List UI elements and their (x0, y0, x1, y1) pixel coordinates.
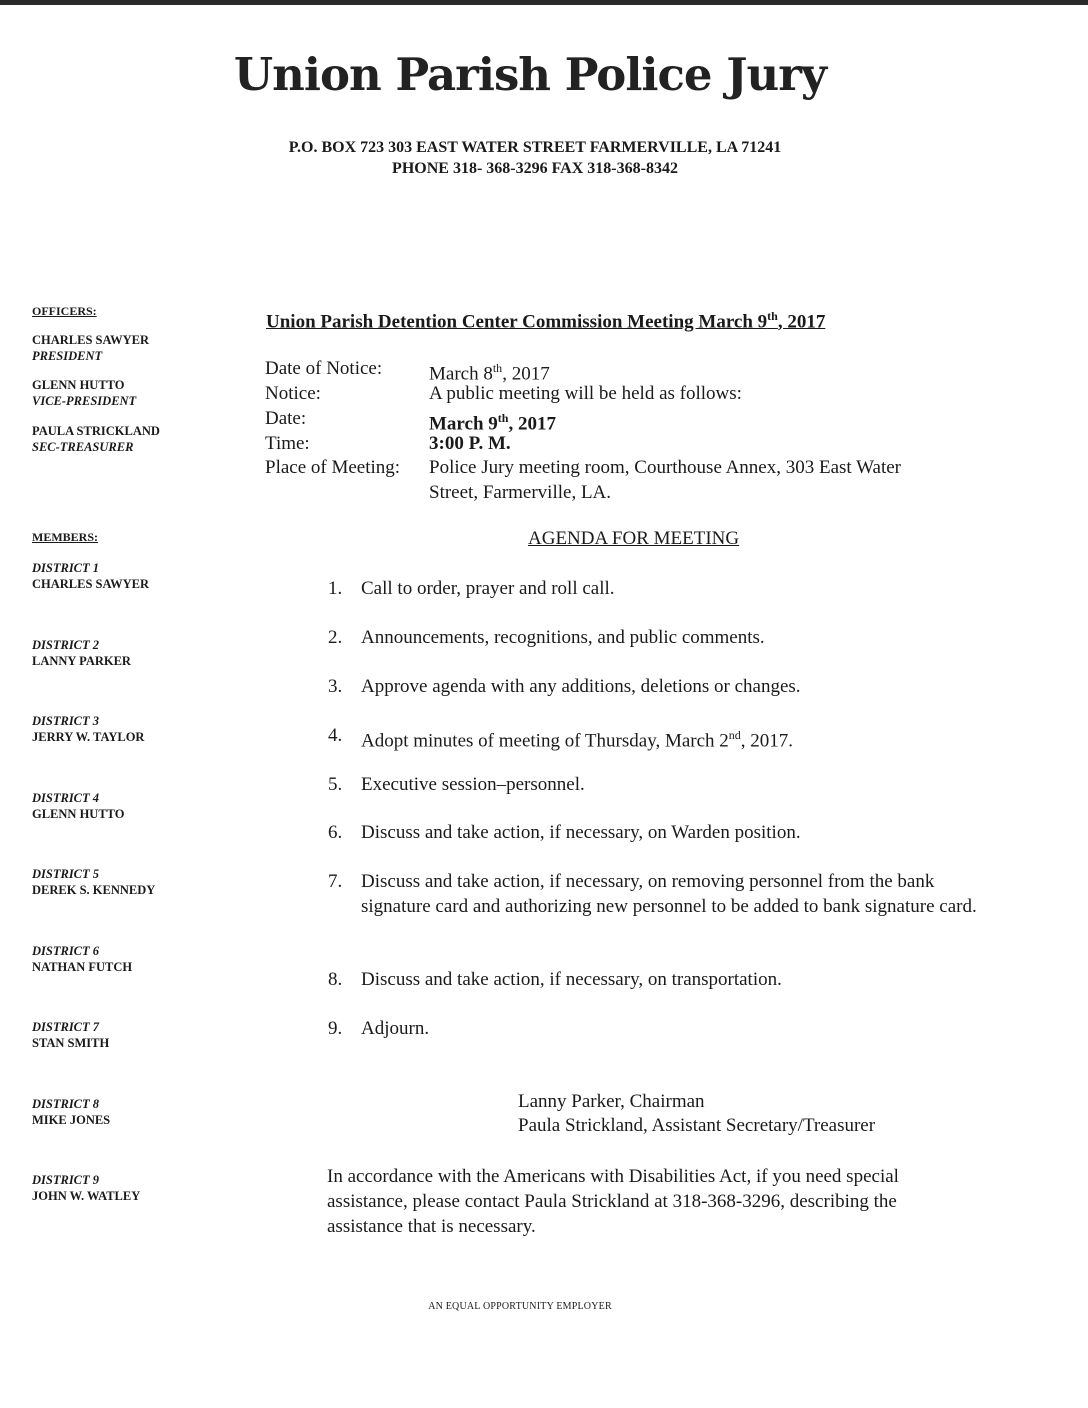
member-district: DISTRICT 3 (32, 714, 100, 728)
agenda-item-text-year: , 2017. (740, 730, 794, 752)
meeting-heading-year: , 2017 (777, 311, 826, 333)
agenda-item-number: 8. (328, 969, 343, 990)
member-entry (32, 1172, 140, 1204)
officer-role: VICE-PRESIDENT (32, 394, 137, 408)
agenda-item-number: 9. (328, 1018, 343, 1039)
place-value-line2: Street, Farmerville, LA. (429, 482, 612, 503)
member-name: CHARLES SAWYER (32, 577, 150, 591)
member-district: DISTRICT 1 (32, 561, 100, 575)
agenda-item-text (361, 723, 981, 753)
member-district: DISTRICT 2 (32, 638, 100, 652)
member-entry (32, 943, 132, 975)
member-district: DISTRICT 4 (32, 791, 100, 805)
member-district: DISTRICT 7 (32, 1020, 100, 1034)
agenda-item-number: 3. (328, 676, 343, 697)
agenda-title: AGENDA FOR MEETING (528, 528, 740, 549)
officer-entry (32, 423, 160, 455)
date-label: Date: (265, 408, 307, 429)
member-entry (32, 1019, 109, 1051)
officer-role: SEC-TREASURER (32, 440, 134, 454)
agenda-item-text: Executive session–personnel. (361, 774, 585, 795)
member-entry (32, 713, 144, 745)
agenda-item-text: Discuss and take action, if necessary, on removing personnel from the bank signature card and authorizing new personnel to be added to bank signature card. (361, 871, 977, 917)
time-value: 3:00 P. M. (429, 433, 511, 454)
member-name: STAN SMITH (32, 1036, 110, 1050)
agenda-item-text: Adjourn. (361, 1018, 430, 1039)
officer-entry (32, 377, 136, 409)
agenda-item-number: 6. (328, 822, 343, 843)
officer-role: PRESIDENT (32, 349, 103, 363)
notice-label: Notice: (265, 383, 321, 404)
member-entry (32, 1096, 110, 1128)
time-label: Time: (265, 433, 310, 454)
notice-value: A public meeting will be held as follows: (429, 383, 742, 404)
address-line: P.O. BOX 723 303 EAST WATER STREET FARMERVILLE, LA 71241 (288, 139, 782, 156)
place-label: Place of Meeting: (265, 457, 401, 478)
member-district: DISTRICT 5 (32, 867, 100, 881)
meeting-heading-text: Union Parish Detention Center Commission Meeting March 9 (266, 311, 768, 333)
member-name: JOHN W. WATLEY (32, 1189, 141, 1203)
meeting-heading (266, 309, 825, 333)
agenda-item-text: Announcements, recognitions, and public comments. (361, 627, 765, 648)
officer-name: PAULA STRICKLAND (32, 424, 160, 438)
members-heading: MEMBERS: (32, 530, 98, 544)
member-name: LANNY PARKER (32, 654, 131, 668)
member-entry (32, 560, 149, 592)
member-name: GLENN HUTTO (32, 807, 125, 821)
notice-date-text: March 8 (429, 363, 493, 385)
page-title: Union Parish Police Jury (233, 48, 827, 101)
place-value-line1: Police Jury meeting room, Courthouse Annex, 303 East Water (429, 457, 901, 478)
member-district: DISTRICT 8 (32, 1097, 100, 1111)
agenda-item-number: 1. (328, 578, 343, 599)
footer-eoe: AN EQUAL OPPORTUNITY EMPLOYER (428, 1301, 612, 1312)
member-entry (32, 866, 155, 898)
phone-line: PHONE 318- 368-3296 FAX 318-368-8342 (392, 160, 678, 177)
member-entry (32, 637, 131, 669)
date-sup: th (497, 411, 509, 425)
member-district: DISTRICT 6 (32, 944, 100, 958)
member-entry (32, 790, 125, 822)
officer-name: GLENN HUTTO (32, 378, 125, 392)
officer-entry (32, 332, 149, 364)
member-district: DISTRICT 9 (32, 1173, 100, 1187)
agenda-item-text-main: Adopt minutes of meeting of Thursday, March 2 (361, 730, 729, 752)
member-name: DEREK S. KENNEDY (32, 883, 156, 897)
member-name: NATHAN FUTCH (32, 960, 133, 974)
date-year: , 2017 (508, 413, 556, 435)
signature-secretary: Paula Strickland, Assistant Secretary/Treasurer (518, 1115, 876, 1136)
agenda-item-number: 7. (328, 871, 343, 892)
agenda-item-text: Call to order, prayer and roll call. (361, 578, 615, 599)
member-name: MIKE JONES (32, 1113, 111, 1127)
officers-heading: OFFICERS: (32, 304, 97, 318)
agenda-item-number: 5. (328, 774, 343, 795)
top-border (0, 0, 1088, 5)
date-text: March 9 (429, 413, 498, 435)
agenda-item-text: Discuss and take action, if necessary, on transportation. (361, 969, 782, 990)
notice-date-year: , 2017 (502, 363, 550, 385)
notice-date-label: Date of Notice: (265, 358, 383, 379)
meeting-heading-sup: th (767, 309, 778, 323)
agenda-item-text: Approve agenda with any additions, deletions or changes. (361, 676, 801, 697)
agenda-item-text: Discuss and take action, if necessary, on Warden position. (361, 822, 801, 843)
agenda-item-text-sup: nd (728, 728, 741, 742)
agenda-item-number: 4. (328, 725, 343, 746)
agenda-item-number: 2. (328, 627, 343, 648)
ada-notice: In accordance with the Americans with Disabilities Act, if you need special assistance, please contact Paula Strickland at 318-368-3296, describing the assistance that is necessary. (327, 1166, 899, 1237)
signature-chairman: Lanny Parker, Chairman (518, 1091, 705, 1112)
member-name: JERRY W. TAYLOR (32, 730, 145, 744)
notice-date-sup: th (492, 361, 503, 375)
officer-name: CHARLES SAWYER (32, 333, 150, 347)
